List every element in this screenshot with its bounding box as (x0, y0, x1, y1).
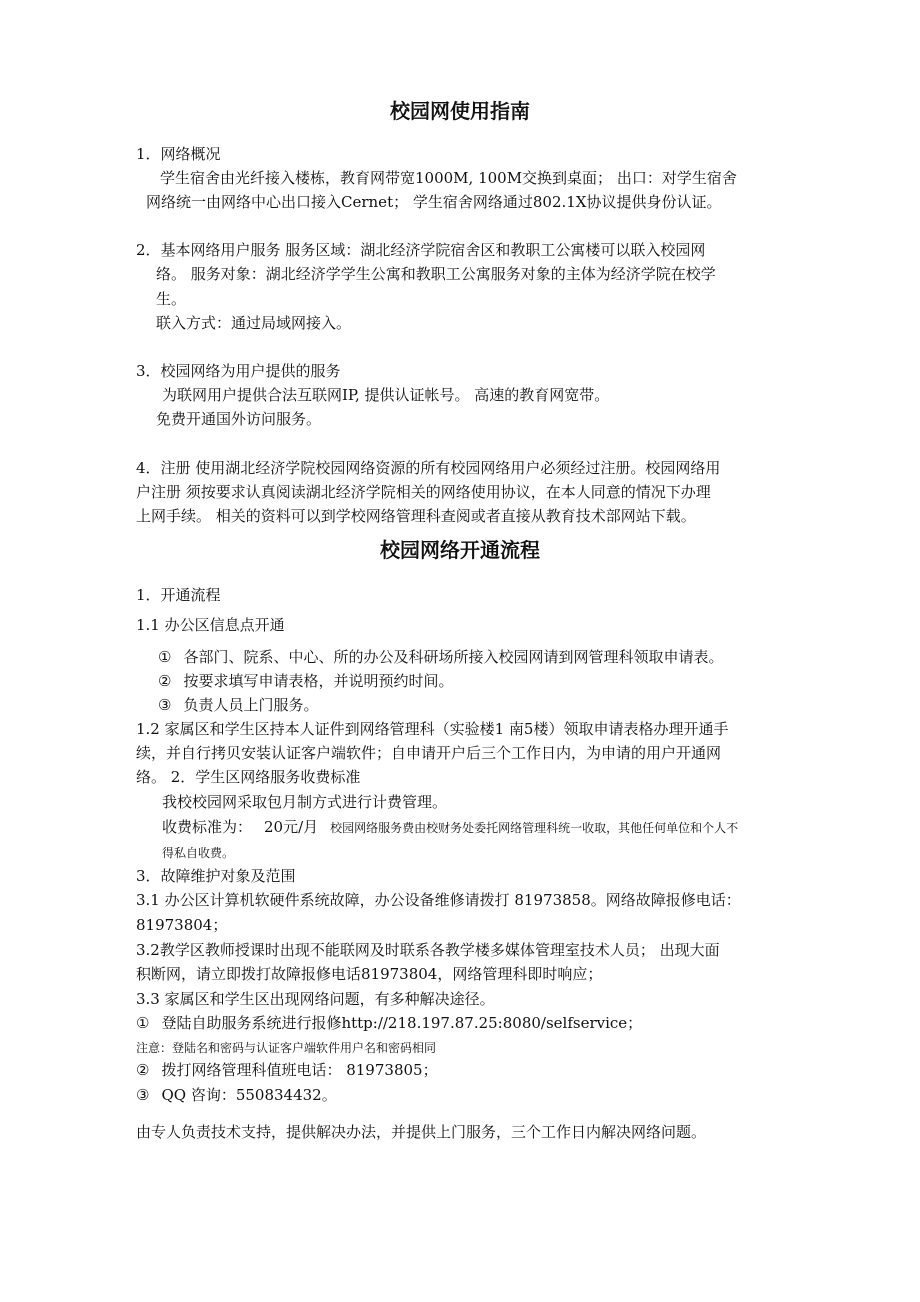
login-note: 注意：登陆名和密码与认证客户端软件用户名和密码相同 (136, 1041, 437, 1055)
section-3-1-text: 3.1 办公区计算机软硬件系统故障，办公设备维修请拨打 81973858。网络故障报修电话： (136, 891, 741, 909)
section-1-2-text: 络。 2．学生区网络服务收费标准 (136, 768, 361, 786)
repair-option-2 (136, 1060, 438, 1080)
section-3-text: 免费开通国外访问服务。 (156, 410, 322, 428)
section-2-text: 联入方式：通过局域网接入。 (156, 314, 352, 332)
step-3 (158, 695, 318, 715)
step-text: 按要求填写申请表格，并说明预约时间。 (183, 672, 454, 690)
process-heading-1: 1．开通流程 (136, 586, 221, 604)
fee-label: 收费标准为： (162, 818, 253, 836)
guide-title: 校园网使用指南 (390, 99, 530, 123)
closing-text: 由专人负责技术支持，提供解决办法，并提供上门服务，三个工作日内解决网络问题。 (136, 1123, 707, 1141)
fee-note: 校园网络服务费由校财务处委托网络管理科统一收取，其他任何单位和个人不 (330, 821, 739, 835)
section-4-text: 上网手续。 相关的资料可以到学校网络管理科查阅或者直接从教育技术部网站下载。 (136, 507, 696, 525)
step-marker: ② (158, 672, 172, 690)
section-1-text: 学生宿舍由光纤接入楼栋，教育网带宽1000M, 100M交换到桌面； 出口：对学生宿舍 (160, 169, 737, 187)
step-1 (158, 647, 723, 667)
option-text: 拨打网络管理科值班电话： 81973805； (161, 1061, 438, 1079)
step-text: 各部门、院系、中心、所的办公及科研场所接入校园网请到网管理科领取申请表。 (183, 648, 724, 666)
section-2-text: 络。 服务对象：湖北经济学学生公寓和教职工公寓服务对象的主体为经济学院在校学 (156, 265, 716, 283)
section-3-1-text: 81973804； (136, 916, 228, 934)
option-text: 登陆自助服务系统进行报修http://218.197.87.25:8080/selfservice； (161, 1014, 643, 1032)
repair-option-3 (136, 1085, 337, 1105)
option-marker: ③ (136, 1086, 150, 1104)
section-2-text: 生。 (156, 290, 187, 308)
fee-amount: 20元/月 (264, 818, 319, 836)
section-1-2-text: 续，并自行拷贝安装认证客户端软件；自申请开户后三个工作日内，为申请的用户开通网 (136, 744, 722, 762)
process-title: 校园网络开通流程 (380, 538, 540, 562)
section-1-2-text: 1.2 家属区和学生区持本人证件到网络管理科（实验楼1 南5楼）领取申请表格办理开通手 (136, 720, 729, 738)
section-2-text: 2．基本网络用户服务 服务区域：湖北经济学院宿舍区和教职工公寓楼可以联入校园网 (136, 241, 706, 259)
section-3-heading: 3．校园网络为用户提供的服务 (136, 362, 341, 380)
step-marker: ③ (158, 696, 172, 714)
option-text: QQ 咨询：550834432。 (161, 1086, 337, 1104)
step-text: 负责人员上门服务。 (183, 696, 319, 714)
fee-note: 得私自收费。 (162, 846, 235, 860)
section-3-text: 为联网用户提供合法互联网IP, 提供认证帐号。 高速的教育网宽带。 (162, 386, 610, 404)
option-marker: ① (136, 1014, 150, 1032)
fee-text: 我校校园网采取包月制方式进行计费管理。 (162, 793, 448, 811)
section-1-text: 网络统一由网络中心出口接入Cernet； 学生宿舍网络通过802.1X协议提供身份认证。 (146, 193, 722, 211)
option-marker: ② (136, 1061, 150, 1079)
section-4-text: 4．注册 使用湖北经济学院校园网络资源的所有校园网络用户必须经过注册。校园网络用 (136, 459, 721, 477)
section-3-2-text: 3.2教学区教师授课时出现不能联网及时联系各教学楼多媒体管理室技术人员； 出现大面 (136, 941, 720, 959)
fee-standard (162, 817, 738, 837)
repair-option-1 (136, 1013, 642, 1033)
section-3-3-text: 3.3 家属区和学生区出现网络问题，有多种解决途径。 (136, 990, 495, 1008)
step-marker: ① (158, 648, 172, 666)
step-2 (158, 671, 453, 691)
section-3-2-text: 积断网，请立即拨打故障报修电话81973804，网络管理科即时响应； (136, 965, 603, 983)
section-4-text: 户注册 须按要求认真阅读湖北经济学院相关的网络使用协议，在本人同意的情况下办理 (136, 483, 711, 501)
process-heading-3: 3．故障维护对象及范围 (136, 867, 296, 885)
process-heading-1-1: 1.1 办公区信息点开通 (136, 616, 285, 634)
section-1-heading: 1．网络概况 (136, 145, 221, 163)
